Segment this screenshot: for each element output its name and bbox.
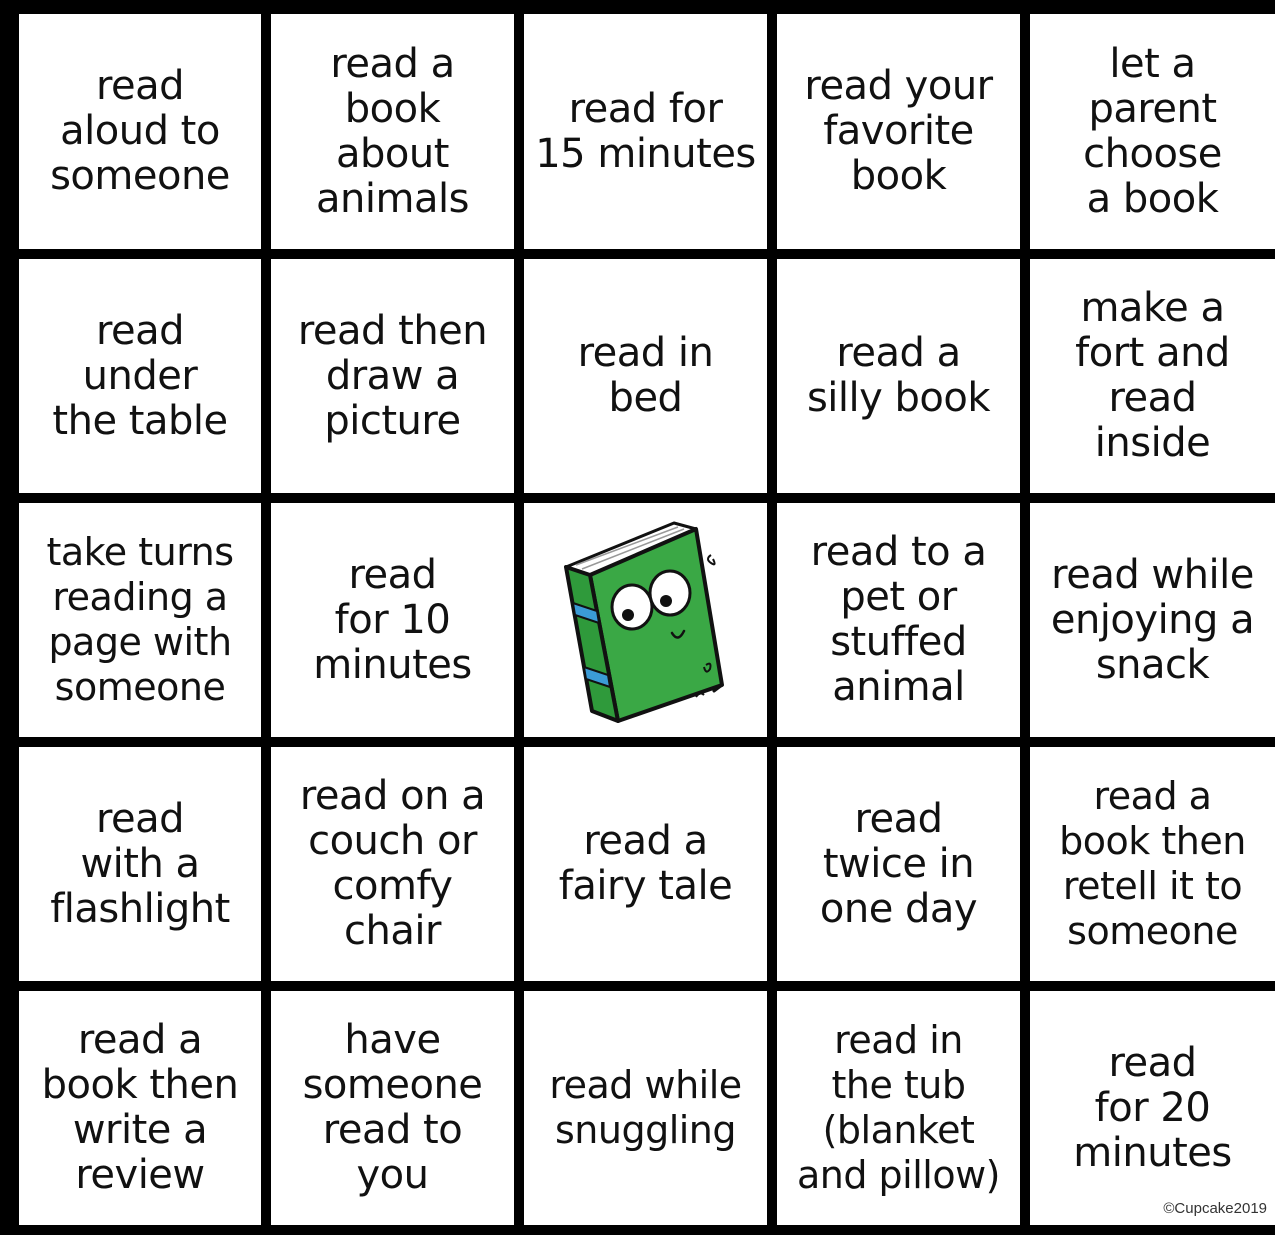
bingo-cell-label: read a book then retell it to someone (1059, 774, 1246, 953)
bingo-cell-label: make a fort and read inside (1075, 285, 1230, 466)
green-book-character-icon (546, 515, 746, 725)
bingo-cell-label: read for 10 minutes (313, 551, 472, 688)
bingo-cell-label: let a parent choose a book (1083, 40, 1222, 222)
bingo-cell-someone-read-to-you (271, 991, 514, 1225)
bingo-cell-fort (1030, 259, 1275, 493)
bingo-cell-parent-choose (1030, 14, 1275, 249)
bingo-cell-label: read under the table (52, 307, 228, 444)
bingo-cell-label: read twice in one day (819, 795, 978, 932)
bingo-cell-read-15-minutes (524, 14, 767, 249)
bingo-cell-label: read then draw a picture (297, 307, 488, 444)
bingo-cell-flashlight (19, 747, 261, 981)
bingo-cell-twice-in-one-day (777, 747, 1020, 981)
bingo-cell-label: read a book then write a review (41, 1017, 239, 1198)
bingo-cell-label: read a book about animals (316, 40, 469, 222)
bingo-cell-label: read to a pet or stuffed animal (810, 529, 987, 710)
bingo-cell-label: read for 20 minutes (1073, 1039, 1232, 1176)
bingo-cell-center-free (524, 503, 767, 737)
bingo-cell-label: have someone read to you (302, 1017, 483, 1198)
bingo-cell-label: read in bed (577, 330, 714, 421)
bingo-cell-read-about-animals (271, 14, 514, 249)
bingo-cell-read-in-bed (524, 259, 767, 493)
bingo-cell-label: read with a flashlight (50, 795, 230, 932)
bingo-cell-read-10-minutes (271, 503, 514, 737)
bingo-cell-snuggling (524, 991, 767, 1225)
bingo-cell-read-aloud (19, 14, 261, 249)
bingo-cell-fairy-tale (524, 747, 767, 981)
bingo-cell-under-table (19, 259, 261, 493)
bingo-cell-write-review (19, 991, 261, 1225)
copyright-text: ©Cupcake2019 (1163, 1200, 1267, 1217)
bingo-cell-label: read while enjoying a snack (1050, 551, 1255, 688)
bingo-cell-couch (271, 747, 514, 981)
bingo-cell-label: read on a couch or comfy chair (299, 773, 486, 954)
bingo-cell-label: read your favorite book (804, 63, 993, 199)
bingo-cell-retell (1030, 747, 1275, 981)
bingo-cell-read-favorite-book (777, 14, 1020, 249)
bingo-cell-snack (1030, 503, 1275, 737)
bingo-cell-label: read a fairy tale (558, 818, 733, 909)
bingo-cell-draw-picture (271, 259, 514, 493)
bingo-cell-silly-book (777, 259, 1020, 493)
bingo-cell-label: read while snuggling (549, 1063, 742, 1152)
bingo-cell-take-turns (19, 503, 261, 737)
bingo-cell-read-to-pet (777, 503, 1020, 737)
bingo-cell-label: read in the tub (blanket and pillow) (796, 1018, 1001, 1197)
bingo-cell-label: read aloud to someone (50, 63, 230, 199)
bingo-cell-label: read for 15 minutes (535, 85, 756, 177)
bingo-cell-label: take turns reading a page with someone (46, 530, 234, 709)
bingo-cell-read-20-minutes (1030, 991, 1275, 1225)
bingo-cell-label: read a silly book (806, 330, 991, 421)
bingo-cell-tub (777, 991, 1020, 1225)
